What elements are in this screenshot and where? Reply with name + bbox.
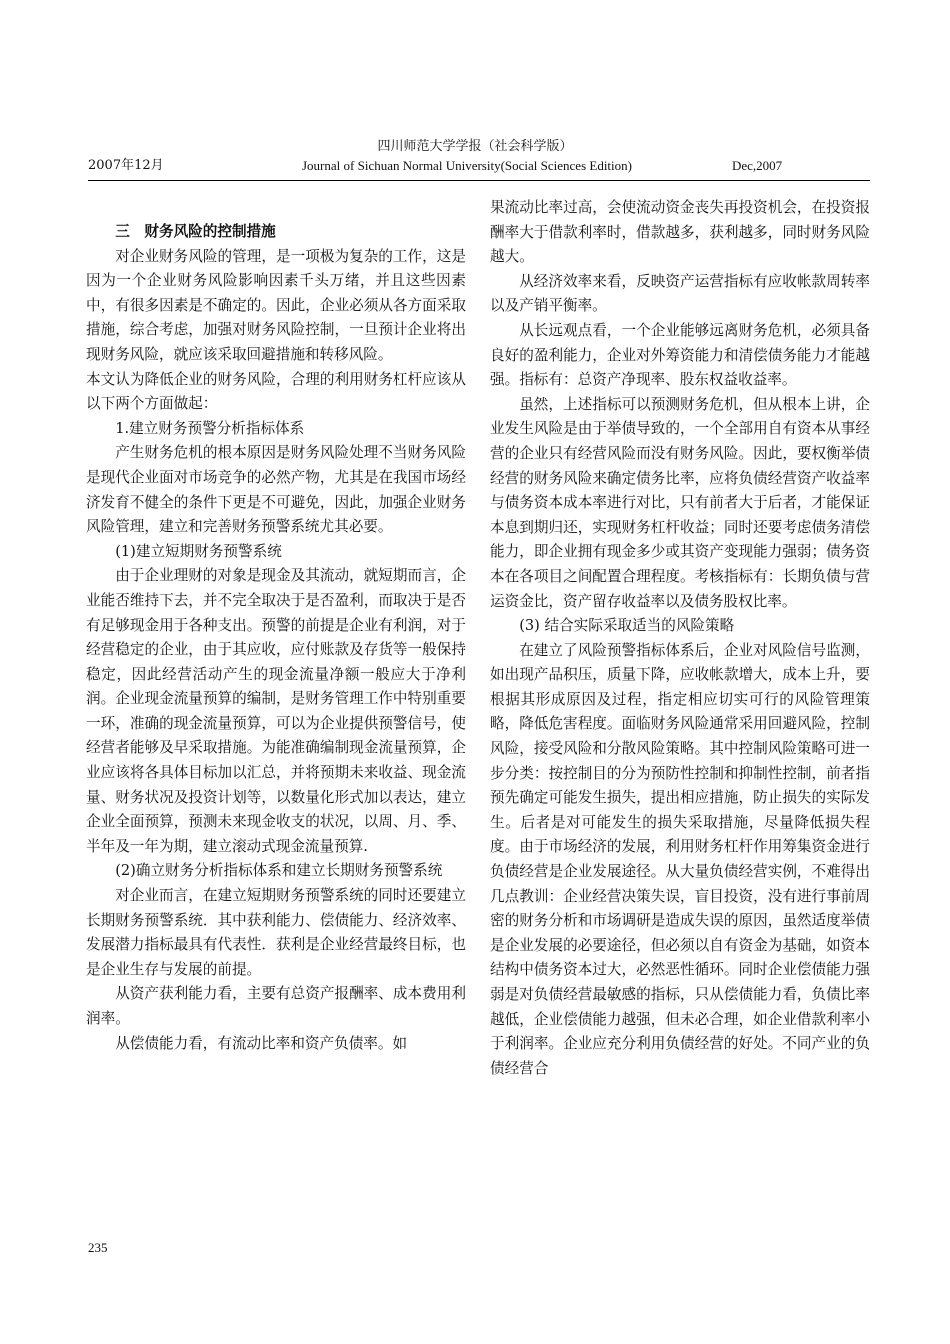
header-divider <box>88 180 870 181</box>
paragraph: 从经济效率来看，反映资产运营指标有应收帐款周转率以及产销平衡率。 <box>490 272 870 315</box>
paragraph: 从偿债能力看，有流动比率和资产负债率。如 <box>115 1034 408 1052</box>
subsection-heading: (3) 结合实际采取适当的风险策略 <box>519 617 735 635</box>
paragraph: 在建立了风险预警指标体系后，企业对风险信号监测，如出现产品积压，质量下降，应收帐款增大，成本上升，要根据其形成原因及过程，指定相应切实可行的风险管理策略，降低危害程度。面临财务风险通常采用回避风险，控制风险，接受风险和分散风险策略。其中控制风险策略可进一步分类：按控制目的分为预防性控制和抑制性控制，前者指预先确定可能发生损失，提出相应措施，防止损失的实际发生。后者是对可能发生的损失采取措施，尽量降低损失程度。由于市场经济的发展，利用财务杠杆作用筹集资金进行负债经营是企业发展途径。从大量负债经营实例，不难得出几点教训：企业经营决策失误，盲目投资，没有进行事前周密的财务分析和市场调研是造成失误的原因，虽然适度举债是企业发展的必要途径，但必须以自有资金为基础，如资本结构中债务资本过大，必然恶性循环。同时企业偿债能力强弱是对负债经营最敏感的指标，只从偿债能力看，负债比率越低，企业偿债能力越强，但未必合理，如企业借款利率小于利润率。企业应充分利用负债经营的好处。不同产业的负债经营合 <box>490 641 870 1077</box>
paragraph: 从长远观点看，一个企业能够远离财务危机，必须具备良好的盈利能力，企业对外筹资能力和清偿债务能力才能越强。指标有：总资产净现率、股东权益收益率。 <box>490 321 870 389</box>
journal-title-en: Journal of Sichuan Normal University(Social Sciences Edition) <box>302 158 632 173</box>
right-column <box>490 196 870 1081</box>
subsection-heading: (2)确立财务分析指标体系和建立长期财务预警系统 <box>115 862 443 880</box>
left-column <box>86 220 466 1056</box>
paragraph: 对企业财务风险的管理，是一项极为复杂的工作，这是因为一个企业财务风险影响因素千头万绪，并且这些因素中，有很多因素是不确定的。因此，企业必须从各方面采取措施，综合考虑，加强对财务风险控制，一旦预计企业将出现财务风险，就应该采取回避措施和转移风险。 <box>86 247 466 363</box>
issue-date-en: Dec,2007 <box>732 158 783 173</box>
paragraph: 对企业而言，在建立短期财务预警系统的同时还要建立长期财务预警系统．其中获利能力、偿债能力、经济效率、发展潜力指标最具有代表性．获利是企业经营最终目标，也是企业生存与发展的前提。 <box>86 887 466 978</box>
page-number: 235 <box>88 1240 108 1255</box>
paragraph: 产生财务危机的根本原因是财务风险处理不当财务风险是现代企业面对市场竞争的必然产物，尤其是在我国市场经济发育不健全的条件下更是不可避免，因此，加强企业财务风险管理，建立和完善财务预警系统尤其必要。 <box>86 444 466 536</box>
paragraph: 由于企业理财的对象是现金及其流动，就短期而言，企业能否维持下去，并不完全取决于是否盈利，而取决于是否有足够现金用于各种支出。预警的前提是企业有利润，对于经营稳定的企业，由于其应收，应付账款及存货等一般保持稳定，因此经营活动产生的现金流量净额一般应大于净利润。企业现金流量预算的编制，是财务管理工作中特别重要一环，准确的现金流量预算，可以为企业提供预警信号，使经营者能够及早采取措施。为能准确编制现金流量预算，企业应该将各具体目标加以汇总，并将预期未来收益、现金流量、财务状况及投资计划等，以数量化形式加以表达，建立企业全面预算，预测未来现金收支的状况，以周、月、季、半年及一年为期，建立滚动式现金流量预算. <box>86 567 466 855</box>
paragraph: 果流动比率过高，会使流动资金丧失再投资机会，在投资报酬率大于借款利率时，借款越多，获利越多，同时财务风险越大。 <box>490 199 870 266</box>
paragraph: 本文认为降低企业的财务风险，合理的利用财务杠杆应该从以下两个方面做起： <box>86 370 466 413</box>
issue-date-cn: 2007年12月 <box>88 158 164 173</box>
subsection-heading: 1.建立财务预警分析指标体系 <box>115 419 305 437</box>
header-row <box>88 157 868 175</box>
subsection-heading: (1)建立短期财务预警系统 <box>115 542 282 560</box>
section-heading: 三 财务风险的控制措施 <box>115 223 276 240</box>
paragraph: 虽然，上述指标可以预测财务危机，但从根本上讲，企业发生风险是由于举债导致的，一个全部用自有资本从事经营的企业只有经营风险而没有财务风险。因此，要权衡举债经营的财务风险来确定债务比率，应将负债经营资产收益率与债务资本成本率进行对比，只有前者大于后者，才能保证本息到期归还，实现财务杠杆收益；同时还要考虑债务清偿能力，即企业拥有现金多少或其资产变现能力强弱；债务资本在各项目之间配置合理程度。考核指标有：长期负债与营运资金比，资产留存收益率以及债务股权比率。 <box>490 395 870 610</box>
journal-title-cn: 四川师范大学学报（社会科学版） <box>377 139 573 154</box>
paragraph: 从资产获利能力看，主要有总资产报酬率、成本费用利润率。 <box>86 985 466 1027</box>
